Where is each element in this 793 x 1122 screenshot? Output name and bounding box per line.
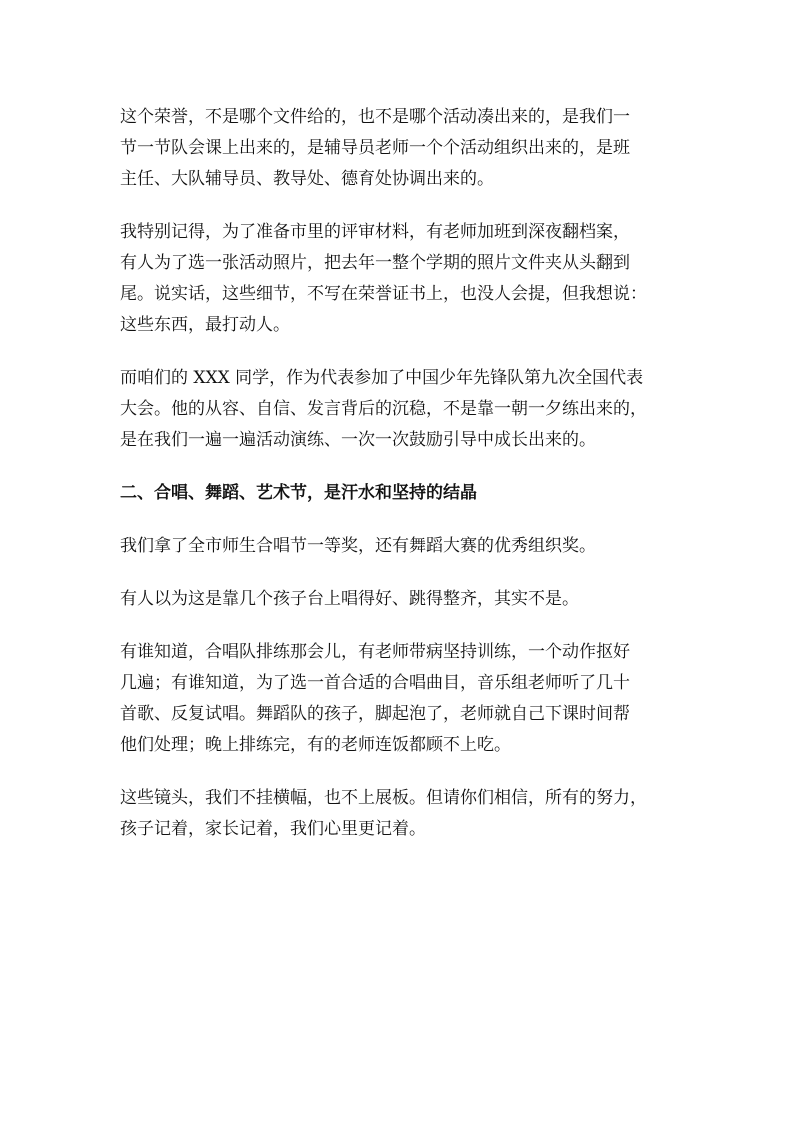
text-line: 尾。说实话，这些细节，不写在荣誉证书上，也没人会提，但我想说： (120, 284, 647, 304)
paragraph-awards (120, 531, 676, 562)
paragraph-review-materials (120, 217, 676, 341)
paragraph-student-representative (120, 363, 676, 456)
text-line: 节一节队会课上出来的，是辅导员老师一个个活动组织出来的，是班 (120, 138, 630, 158)
text-line: 几遍；有谁知道，为了选一首合适的合唱曲目，音乐组老师听了几十 (120, 673, 630, 693)
text-line: 而咱们的 XXX 同学，作为代表参加了中国少年先锋队第九次全国代表 (120, 368, 644, 388)
paragraph-not-just-children (120, 584, 676, 615)
section-heading: 二、合唱、舞蹈、艺术节，是汗水和坚持的结晶 (120, 483, 477, 503)
text-line: 是在我们一遍一遍活动演练、一次一次鼓励引导中成长出来的。 (120, 430, 596, 450)
paragraph-remembered (120, 783, 676, 845)
text-line: 我们拿了全市师生合唱节一等奖，还有舞蹈大赛的优秀组织奖。 (120, 536, 596, 556)
text-line: 他们处理；晚上排练完，有的老师连饭都顾不上吃。 (120, 735, 511, 755)
text-line: 有谁知道，合唱队排练那会儿，有老师带病坚持训练，一个动作抠好 (120, 642, 630, 662)
text-line: 大会。他的从容、自信、发言背后的沉稳，不是靠一朝一夕练出来的， (120, 399, 647, 419)
text-line: 这些镜头，我们不挂横幅，也不上展板。但请你们相信，所有的努力， (120, 788, 647, 808)
text-line: 有人以为这是靠几个孩子台上唱得好、跳得整齐，其实不是。 (120, 589, 579, 609)
text-line: 主任、大队辅导员、教导处、德育处协调出来的。 (120, 169, 494, 189)
text-line: 有人为了选一张活动照片，把去年一整个学期的照片文件夹从头翻到 (120, 253, 630, 273)
text-line: 我特别记得，为了准备市里的评审材料，有老师加班到深夜翻档案， (120, 222, 630, 242)
text-line: 首歌、反复试唱。舞蹈队的孩子，脚起泡了，老师就自己下课时间帮 (120, 704, 630, 724)
paragraph-rehearsal-effort (120, 637, 676, 761)
text-line: 孩子记着，家长记着，我们心里更记着。 (120, 819, 426, 839)
text-line: 这个荣誉，不是哪个文件给的，也不是哪个活动凑出来的，是我们一 (120, 107, 630, 127)
paragraph-honor (120, 102, 676, 195)
text-line: 这些东西，最打动人。 (120, 315, 290, 335)
document-body (120, 102, 676, 867)
